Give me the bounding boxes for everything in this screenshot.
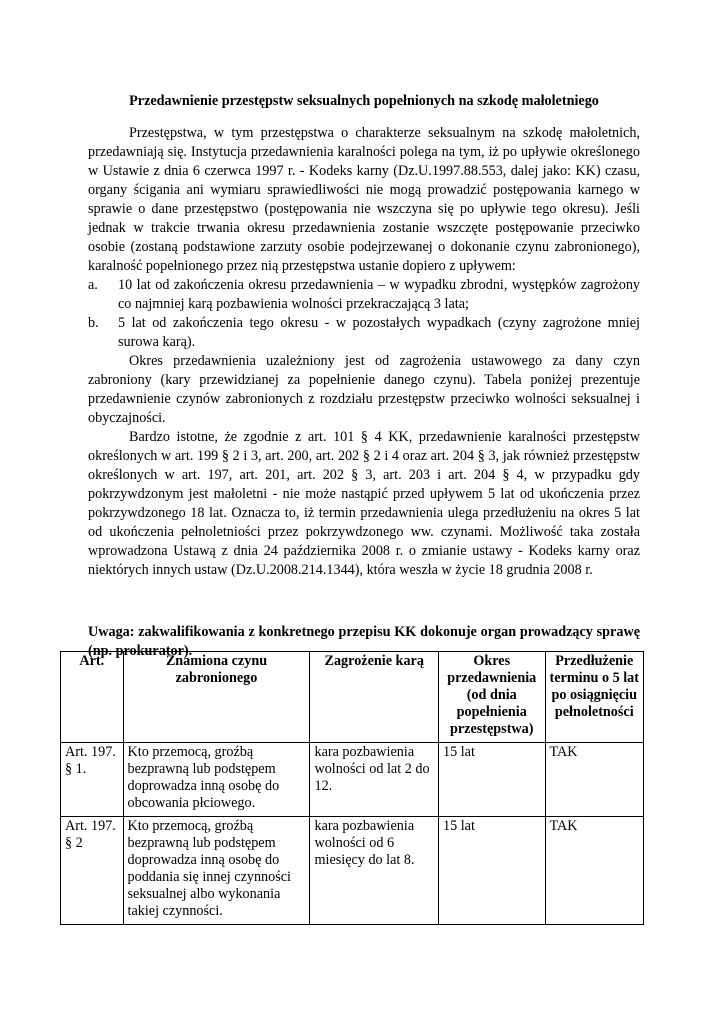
list-item (88, 276, 640, 314)
cell-penalty: kara pozbawienia wolności od 6 miesięcy do lat 8. (310, 817, 439, 925)
header-description: Znamiona czynu zabronionego (123, 652, 310, 743)
cell-description: Kto przemocą, groźbą bezprawną lub podstępem doprowadza inną osobę do obcowania płciowego. (123, 743, 310, 817)
paragraph-period: Okres przedawnienia uzależniony jest od zagrożenia ustawowego za dany czyn zabroniony (kary przewidzianej za popełnienie danego czynu). Tabela poniżej prezentuje przedawnienie czynów zabronionych z rozdziału przestępstw przeciwko wolności seksualnej i obyczajności. (88, 353, 640, 426)
header-art: Art. (61, 652, 124, 743)
list-marker: a. (88, 277, 98, 293)
header-extension: Przedłużenie terminu o 5 lat po osiągnięciu pełnoletności (545, 652, 643, 743)
list-item-text: 10 lat od zakończenia okresu przedawnienia – w wypadku zbrodni, występków zagrożony co najmniej karą pozbawienia wolności przekraczającą 3 lata; (118, 277, 640, 312)
paragraph-art-101: Bardzo istotne, że zgodnie z art. 101 § 4 KK, przedawnienie karalności przestępstw określonych w art. 199 § 2 i 3, art. 200, art. 202 § 2 i 4 oraz art. 204 § 3, jak również przestępstw określonych w art. 197, art. 201, art. 202 § 3, art. 203 i art. 204 § 4, w przypadku gdy pokrzywdzonym jest małoletni - nie może nastąpić przed upływem 5 lat od ukończenia przez pokrzywdzonego 18 lat. Oznacza to, iż termin przedawnienia ulega przedłużeniu na okres 5 lat od ukończenia pełnoletniości przez pokrzywdzonego ww. czynami. Możliwość taka została wprowadzona Ustawą z dnia 24 października 2008 r. o zmianie ustawy - Kodeks karny oraz niektórych innych ustaw (Dz.U.2008.214.1344), która weszła w życie 18 grudnia 2008 r. (88, 429, 640, 578)
cell-art: Art. 197. § 1. (61, 743, 124, 817)
list-item (88, 314, 640, 352)
document-page (88, 92, 640, 661)
cell-description: Kto przemocą, groźbą bezprawną lub podstępem doprowadza inną osobę do poddania się innej czynności seksualnej albo wykonania takiej czynności. (123, 817, 310, 925)
header-period: Okres przedawnienia (od dnia popełnienia przestępstwa) (438, 652, 545, 743)
table-row (61, 817, 644, 925)
document-title: Przedawnienie przestępstw seksualnych popełnionych na szkodę małoletniego (129, 93, 599, 109)
header-penalty: Zagrożenie karą (310, 652, 439, 743)
cell-penalty: kara pozbawienia wolności od lat 2 do 12. (310, 743, 439, 817)
table-header-row (61, 652, 644, 743)
offenses-table (60, 651, 644, 925)
list-item-text: 5 lat od zakończenia tego okresu - w pozostałych wypadkach (czyny zagrożone mniej surowa karą). (118, 315, 640, 350)
table-row (61, 743, 644, 817)
cell-period: 15 lat (438, 743, 545, 817)
note-bold: Uwaga: zakwalifikowania z konkretnego przepisu KK dokonuje organ prowadzący sprawę (np. prokurator). (88, 624, 640, 659)
cell-period: 15 lat (438, 817, 545, 925)
list-marker: b. (88, 315, 99, 331)
cell-extension: TAK (545, 817, 643, 925)
paragraph-intro: Przestępstwa, w tym przestępstwa o charakterze seksualnym na szkodę małoletnich, przedawniają się. Instytucja przedawnienia karalności polega na tym, iż po upływie określonego w Ustawie z dnia 6 czerwca 1997 r. - Kodeks karny (Dz.U.1997.88.553, dalej jako: KK) czasu, organy ścigania ani wymiaru sprawiedliwości nie mogą prowadzić postępowania karnego w sprawie o dane przestępstwo (postępowania nie wszczyna się po upływie tego okresu). Jeśli jednak w trakcie trwania okresu przedawnienia zostanie wszczęte postępowanie przeciwko osobie (zostaną podstawione zarzuty osobie podejrzewanej o dokonanie czynu zabronionego), karalność popełnionego przez nią przestępstwa ustanie dopiero z upływem: (88, 125, 640, 274)
cell-extension: TAK (545, 743, 643, 817)
cell-art: Art. 197. § 2 (61, 817, 124, 925)
